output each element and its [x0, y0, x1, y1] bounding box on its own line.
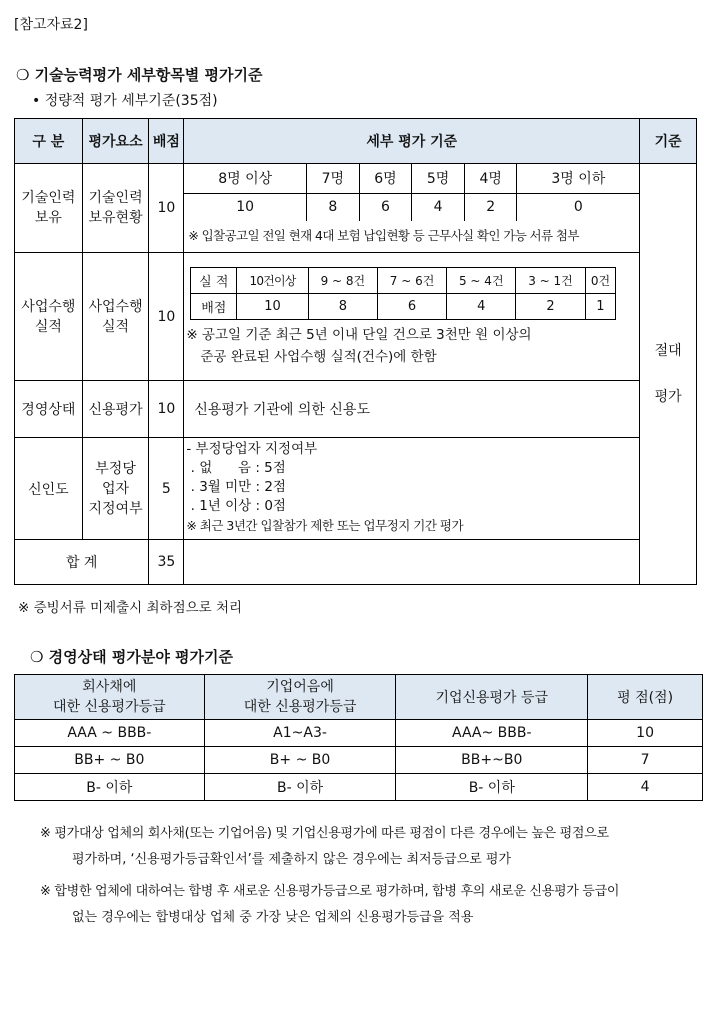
total-label: 합 계 [15, 540, 149, 585]
tech-grid-value: 2 [464, 193, 517, 221]
perf-grid-cell: 2 [516, 294, 585, 320]
credit-cell: B- 이하 [204, 774, 396, 801]
perf-grid-cell: 7 ~ 6건 [377, 268, 446, 294]
tech-grid-value: 6 [359, 193, 412, 221]
total-score: 35 [149, 540, 184, 585]
perf-grid-cell: 실 적 [191, 268, 237, 294]
tech-grid [184, 164, 639, 221]
perf-grid-cell: 10 [237, 294, 308, 320]
basis-value-1: 절대 [654, 343, 682, 359]
section1-subtitle: • 정량적 평가 세부기준(35점) [32, 93, 218, 109]
trust-element: 부정당 업자 지정여부 [82, 438, 149, 540]
header-basis: 기준 [640, 119, 697, 164]
tech-note: ※ 입찰공고일 전일 현재 4대 보험 납입현황 등 근무사실 확인 가능 서류 첨부 [188, 228, 579, 243]
perf-grid-cell: 5 ~ 4건 [447, 268, 516, 294]
credit-cell: 4 [588, 774, 703, 801]
trust-criteria [184, 438, 640, 540]
tech-grid-header: 7명 [307, 164, 360, 193]
credit-header-bond: 회사채에 대한 신용평가등급 [15, 675, 205, 720]
perf-element: 사업수행 실적 [82, 253, 149, 381]
credit-header-company: 기업신용평가 등급 [396, 675, 588, 720]
total-criteria-empty [184, 540, 640, 585]
perf-grid-cell: 10건이상 [237, 268, 308, 294]
perf-grid [190, 267, 616, 320]
table-row [15, 747, 703, 774]
perf-grid-cell: 8 [308, 294, 377, 320]
section2-note-2-line-2: 없는 경우에는 합병대상 업체 중 가장 낮은 업체의 신용평가등급을 적용 [72, 910, 474, 925]
credit-cell: B- 이하 [15, 774, 205, 801]
credit-header-points: 평 점(점) [588, 675, 703, 720]
tech-grid-header: 8명 이상 [184, 164, 306, 193]
basis-cell [640, 164, 697, 585]
credit-cell: B+ ~ B0 [204, 747, 396, 774]
perf-note-1: ※ 공고일 기준 최근 5년 이내 단일 건으로 3천만 원 이상의 [186, 327, 532, 343]
trust-note: ※ 최근 3년간 입찰참가 제한 또는 업무정지 기간 평가 [186, 518, 464, 533]
trust-line: . 1년 이상 : 0점 [186, 498, 286, 514]
credit-cell: BB+~B0 [396, 747, 588, 774]
perf-criteria [184, 253, 640, 381]
perf-grid-cell: 3 ~ 1건 [516, 268, 585, 294]
tech-criteria [184, 164, 640, 253]
section2-note-1-line-1: ※ 평가대상 업체의 회사채(또는 기업어음) 및 기업신용평가에 따른 평점이 다른 경우에는 높은 평점으로 [40, 826, 609, 841]
perf-score: 10 [149, 253, 184, 381]
perf-grid-cell: 0건 [585, 268, 616, 294]
trust-line: . 없 음 : 5점 [186, 460, 286, 476]
credit-cell: A1~A3- [204, 720, 396, 747]
mgmt-criteria: 신용평가 기관에 의한 신용도 [184, 381, 640, 438]
section2-note-1-line-2: 평가하며, ‘신용평가등급확인서’를 제출하지 않은 경우에는 최저등급으로 평가 [72, 852, 512, 867]
perf-grid-cell: 배점 [191, 294, 237, 320]
header-element: 평가요소 [82, 119, 149, 164]
credit-cell: AAA ~ BBB- [15, 720, 205, 747]
trust-line: . 3월 미만 : 2점 [186, 479, 286, 495]
tech-grid-header: 4명 [464, 164, 517, 193]
table-row-tech [15, 164, 697, 253]
tech-grid-header: 3명 이하 [517, 164, 639, 193]
header-category: 구 분 [15, 119, 83, 164]
section2-note-2-line-1: ※ 합병한 업체에 대하여는 합병 후 새로운 신용평가등급으로 평가하며, 합병 후의 새로운 신용평가 등급이 [40, 884, 620, 899]
table-row [15, 720, 703, 747]
tech-grid-value: 0 [517, 193, 639, 221]
table-row-trust [15, 438, 697, 540]
credit-cell: AAA~ BBB- [396, 720, 588, 747]
credit-cell: B- 이하 [396, 774, 588, 801]
table-header-row [15, 119, 697, 164]
tech-element: 기술인력 보유현황 [82, 164, 149, 253]
tech-score: 10 [149, 164, 184, 253]
section2-title: ❍ 경영상태 평가분야 평가기준 [30, 648, 233, 666]
credit-header-paper: 기업어음에 대한 신용평가등급 [204, 675, 396, 720]
trust-line: - 부정당업자 지정여부 [186, 441, 318, 457]
credit-cell: 10 [588, 720, 703, 747]
ref-label: [참고자료2] [14, 17, 88, 33]
tech-grid-value: 4 [412, 193, 465, 221]
credit-rating-table [14, 674, 703, 801]
table-row [15, 774, 703, 801]
header-score: 배점 [149, 119, 184, 164]
perf-grid-cell: 9 ~ 8건 [308, 268, 377, 294]
table-row-total [15, 540, 697, 585]
tech-grid-header: 6명 [359, 164, 412, 193]
trust-score: 5 [149, 438, 184, 540]
credit-cell: BB+ ~ B0 [15, 747, 205, 774]
tech-grid-value: 10 [184, 193, 306, 221]
trust-category: 신인도 [15, 438, 83, 540]
credit-header-row [15, 675, 703, 720]
evaluation-table [14, 118, 697, 585]
table-row-performance [15, 253, 697, 381]
mgmt-element: 신용평가 [82, 381, 149, 438]
perf-grid-cell: 4 [447, 294, 516, 320]
tech-category: 기술인력 보유 [15, 164, 83, 253]
table-row-management [15, 381, 697, 438]
mgmt-score: 10 [149, 381, 184, 438]
credit-cell: 7 [588, 747, 703, 774]
perf-note-2: 준공 완료된 사업수행 실적(건수)에 한함 [200, 349, 437, 365]
section1-title: ❍ 기술능력평가 세부항목별 평가기준 [16, 66, 263, 84]
section1-footnote: ※ 증빙서류 미제출시 최하점으로 처리 [18, 600, 243, 616]
perf-grid-cell: 1 [585, 294, 616, 320]
perf-category: 사업수행 실적 [15, 253, 83, 381]
basis-value-2: 평가 [654, 389, 682, 405]
header-criteria: 세부 평가 기준 [184, 119, 640, 164]
tech-grid-header: 5명 [412, 164, 465, 193]
perf-grid-cell: 6 [377, 294, 446, 320]
mgmt-category: 경영상태 [15, 381, 83, 438]
tech-grid-value: 8 [307, 193, 360, 221]
